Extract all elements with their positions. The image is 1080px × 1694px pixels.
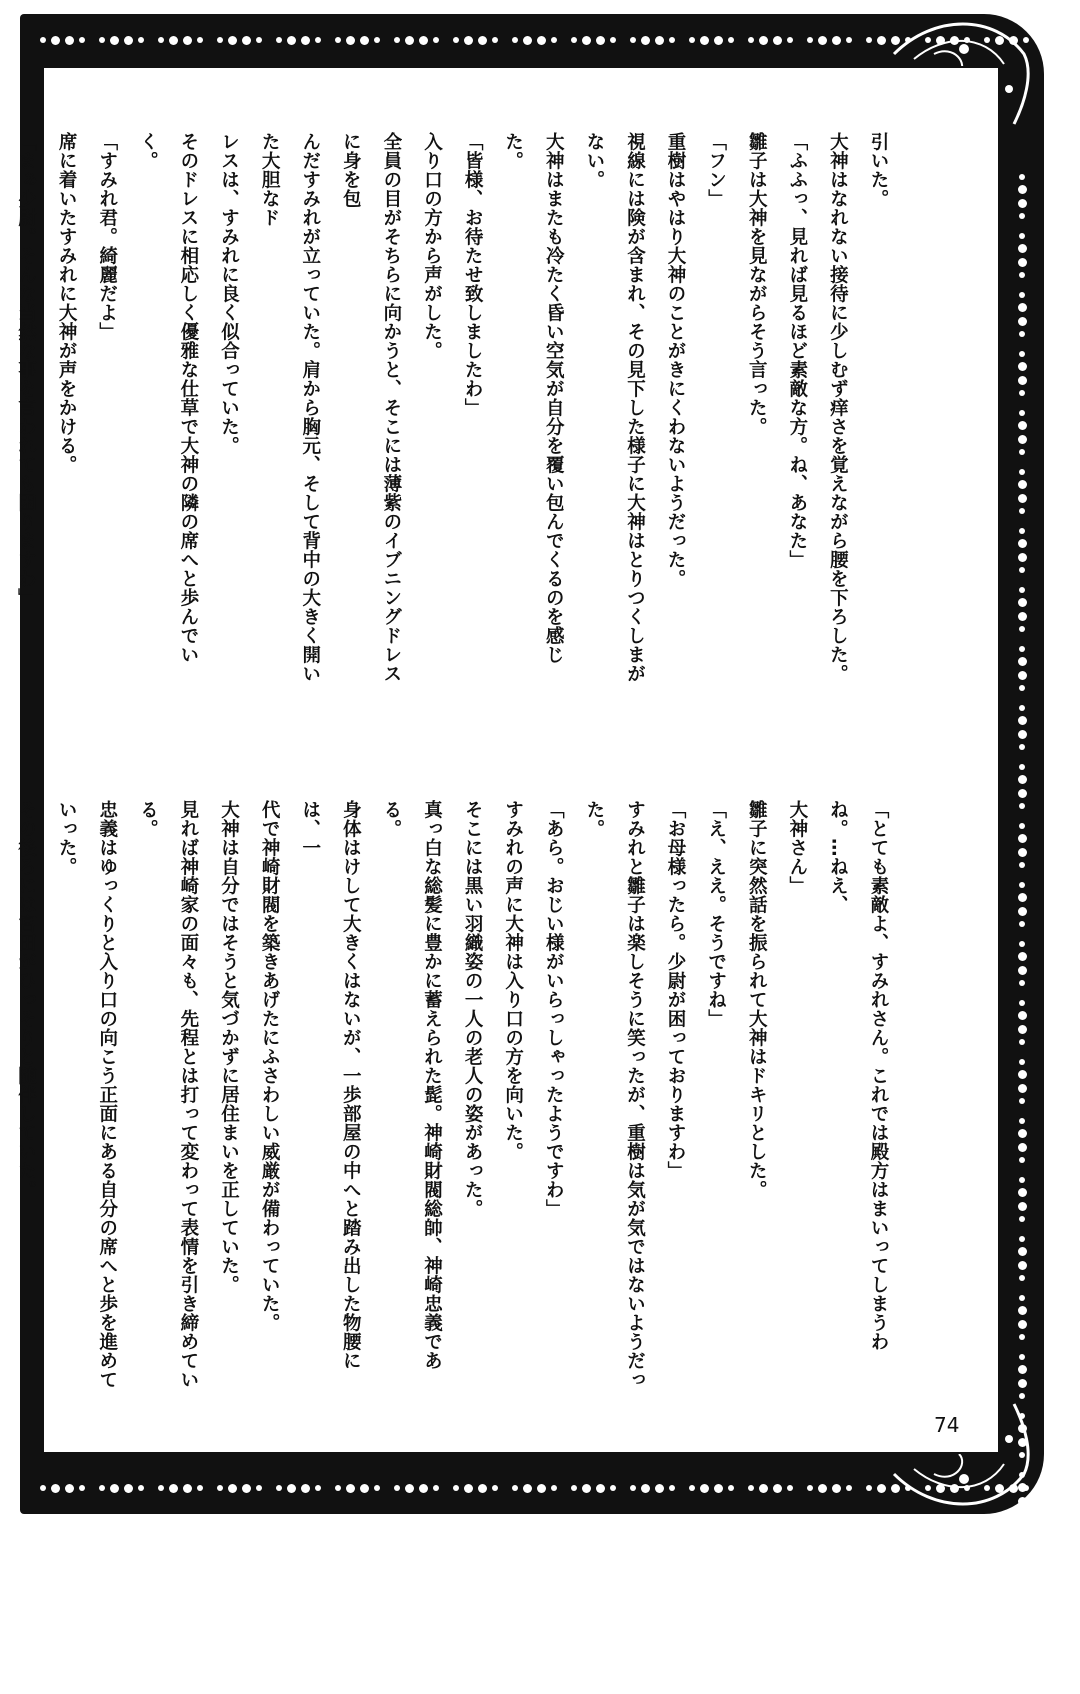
- text-block-lower: [15, 800, 898, 1390]
- text-line: 「まぁ少尉。そんな当然な事を言われても困りますわ」: [15, 132, 37, 607]
- text-line: 重樹はやはり大神のことがきにくわないようだった。: [665, 132, 687, 588]
- text-line: 大神は自分ではそうと気づかずに居住まいを正していた。: [218, 800, 240, 1294]
- text-line: 真っ白な総髪に豊かに蓄えられた髭。神崎財閥総帥、神崎忠義である。: [380, 800, 443, 1370]
- text-line: 「フン」: [705, 132, 727, 208]
- text-line: 視線には険が含まれ、その見下した様子に大神はとりつくしまがない。: [583, 132, 646, 683]
- text-line: 「え、ええ。そうですね」: [705, 800, 727, 1028]
- text-line: そこには黒い羽織姿の一人の老人の姿があった。: [462, 800, 484, 1218]
- text-line: 「お母様ったら。少尉が困っておりますわ」: [665, 800, 687, 1180]
- text-line: 大神はまたも冷たく昏い空気が自分を覆い包んでくるのを感じた。: [502, 132, 565, 664]
- text-line: 「とても素敵よ、すみれさん。これでは殿方はまいってしまうわね。…ねえ、: [827, 800, 889, 1351]
- text-line: 全員の目がそちらに向かうと、そこには薄紫のイブニングドレスに身を包: [340, 132, 402, 683]
- top-dot-border: [40, 30, 880, 50]
- text-line: その後ろには宮田がひっそりと随伴していた。: [15, 800, 37, 1199]
- text-line: 入り口の方から声がした。: [421, 132, 443, 360]
- text-line: 「あら。おじい様がいらっしゃったようですわ」: [543, 800, 565, 1218]
- bottom-dot-border: [40, 1478, 880, 1498]
- text-line: 代で神崎財閥を築きあげたにふさわしい威厳が備わっていた。: [259, 800, 281, 1332]
- text-line: 「すみれ君。綺麗だよ」: [96, 132, 118, 341]
- text-line: レスは、すみれに良く似合っていた。: [218, 132, 240, 455]
- text-line: 雛子に突然話を振られて大神はドキリとした。: [746, 800, 768, 1199]
- right-dot-border: [1012, 174, 1032, 1374]
- text-line: すみれの声に大神は入り口の方を向いた。: [502, 800, 524, 1161]
- text-line: 見れば神崎家の面々も、先程とは打って変わって表情を引き締めている。: [137, 800, 199, 1389]
- text-line: [0, 132, 5, 692]
- text-block-upper: [15, 132, 898, 692]
- text-line: 席に着いたすみれに大神が声をかける。: [56, 132, 78, 474]
- text-line: 雛子は大神を見ながらそう言った。: [746, 132, 768, 436]
- text-line: 忠義はゆっくりと入り口の向こう正面にある自分の席へと歩を進めていった。: [56, 800, 118, 1389]
- text-line: んだすみれが立っていた。肩から胸元、そして背中の大きく開いた大胆なド: [259, 132, 321, 683]
- text-line: すみれと雛子は楽しそうに笑ったが、重樹は気が気ではないようだった。: [583, 800, 646, 1389]
- text-line: 「ふふっ、見れば見るほど素敵な方。ね、あなた」: [786, 132, 808, 569]
- text-line: 大神さん」: [786, 800, 808, 895]
- text-line: 「皆様、お待たせ致しましたわ」: [462, 132, 484, 417]
- page-number: 74: [934, 1413, 960, 1437]
- text-line: そのドレスに相応しく優雅な仕草で大神の隣の席へと歩んでいく。: [137, 132, 199, 664]
- text-line: 引いた。: [868, 132, 889, 208]
- text-line: [0, 800, 5, 1390]
- text-line: 身体はけして大きくはないが、一歩部屋の中へと踏み出した物腰には、一: [299, 800, 362, 1370]
- text-line: 大神はなれない接待に少しむず痒さを覚えながら腰を下ろした。: [827, 132, 849, 683]
